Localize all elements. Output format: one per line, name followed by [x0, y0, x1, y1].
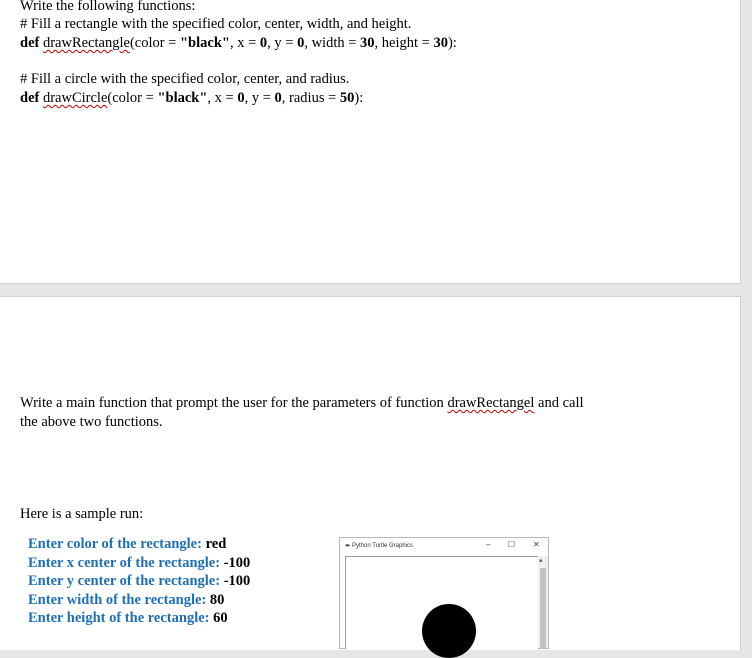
scrollbar-thumb[interactable]: [540, 568, 546, 648]
sample-run-heading: Here is a sample run:: [20, 506, 144, 522]
run-line: [28, 573, 250, 590]
param-value: "black": [157, 90, 208, 106]
param-value: 50: [339, 90, 355, 106]
run-prompt: Enter x center of the rectangle:: [28, 555, 224, 571]
run-line: [28, 610, 228, 627]
rect-comment: # Fill a rectangle with the specified color, center, width, and height.: [20, 16, 412, 32]
document-page-1: [0, 0, 741, 284]
intro-line: Write the following functions:: [20, 0, 196, 14]
rect-func-name: drawRectangle: [42, 35, 130, 51]
param-value: 30: [433, 35, 448, 51]
param-text: (color =: [129, 35, 180, 51]
scroll-up-icon[interactable]: ▴: [539, 556, 543, 564]
param-text: , y =: [267, 35, 298, 51]
minimize-button[interactable]: –: [486, 540, 491, 549]
run-prompt: Enter color of the rectangle:: [28, 536, 206, 552]
circle-comment: # Fill a circle with the specified color, center, and radius.: [20, 71, 350, 87]
param-text: (color =: [107, 90, 158, 106]
vertical-scrollbar[interactable]: [538, 556, 548, 648]
param-value: 0: [274, 90, 282, 106]
param-text: , x =: [207, 90, 238, 106]
def-keyword: def: [20, 90, 40, 106]
param-value: 30: [360, 35, 375, 51]
circle-func-name: drawCircle: [42, 90, 108, 106]
run-answer: -100: [223, 573, 251, 589]
turtle-window: [339, 537, 549, 649]
param-text: ):: [354, 90, 364, 106]
param-text: , y =: [244, 90, 275, 106]
main-func-name: drawRectangel: [447, 395, 535, 411]
param-value: 0: [297, 35, 305, 51]
instruction-text: and call: [534, 395, 584, 411]
param-value: 0: [237, 90, 245, 106]
param-text: ):: [447, 35, 457, 51]
feather-icon: ✒: [345, 543, 351, 550]
drawn-circle: [422, 604, 476, 658]
run-prompt: Enter height of the rectangle:: [28, 610, 214, 626]
turtle-window-title: Python Turtle Graphics: [352, 543, 414, 549]
main-instruction-line-2: the above two functions.: [20, 414, 163, 430]
main-instruction-line-1: [20, 395, 584, 412]
param-text: , width =: [304, 35, 361, 51]
def-keyword: def: [20, 35, 40, 51]
run-prompt: Enter y center of the rectangle:: [28, 573, 224, 589]
param-value: 0: [259, 35, 268, 51]
param-text: , x =: [229, 35, 260, 51]
turtle-canvas: [345, 556, 539, 649]
run-line: [28, 536, 226, 553]
run-line: [28, 592, 224, 609]
param-text: , radius =: [281, 90, 340, 106]
run-prompt: Enter width of the rectangle:: [28, 592, 210, 608]
close-button[interactable]: ✕: [533, 540, 540, 549]
run-answer: 60: [213, 610, 228, 626]
run-answer: 80: [209, 592, 225, 608]
maximize-button[interactable]: ☐: [508, 540, 516, 549]
turtle-title-bar[interactable]: [340, 538, 548, 556]
rect-def-line: [20, 35, 457, 52]
param-value: "black": [180, 35, 230, 51]
run-answer: -100: [223, 555, 251, 571]
run-line: [28, 555, 250, 572]
run-answer: red: [205, 536, 227, 552]
instruction-text: Write a main function that prompt the user for the parameters of function: [20, 395, 448, 411]
circle-def-line: [20, 90, 363, 107]
param-text: , height =: [374, 35, 434, 51]
